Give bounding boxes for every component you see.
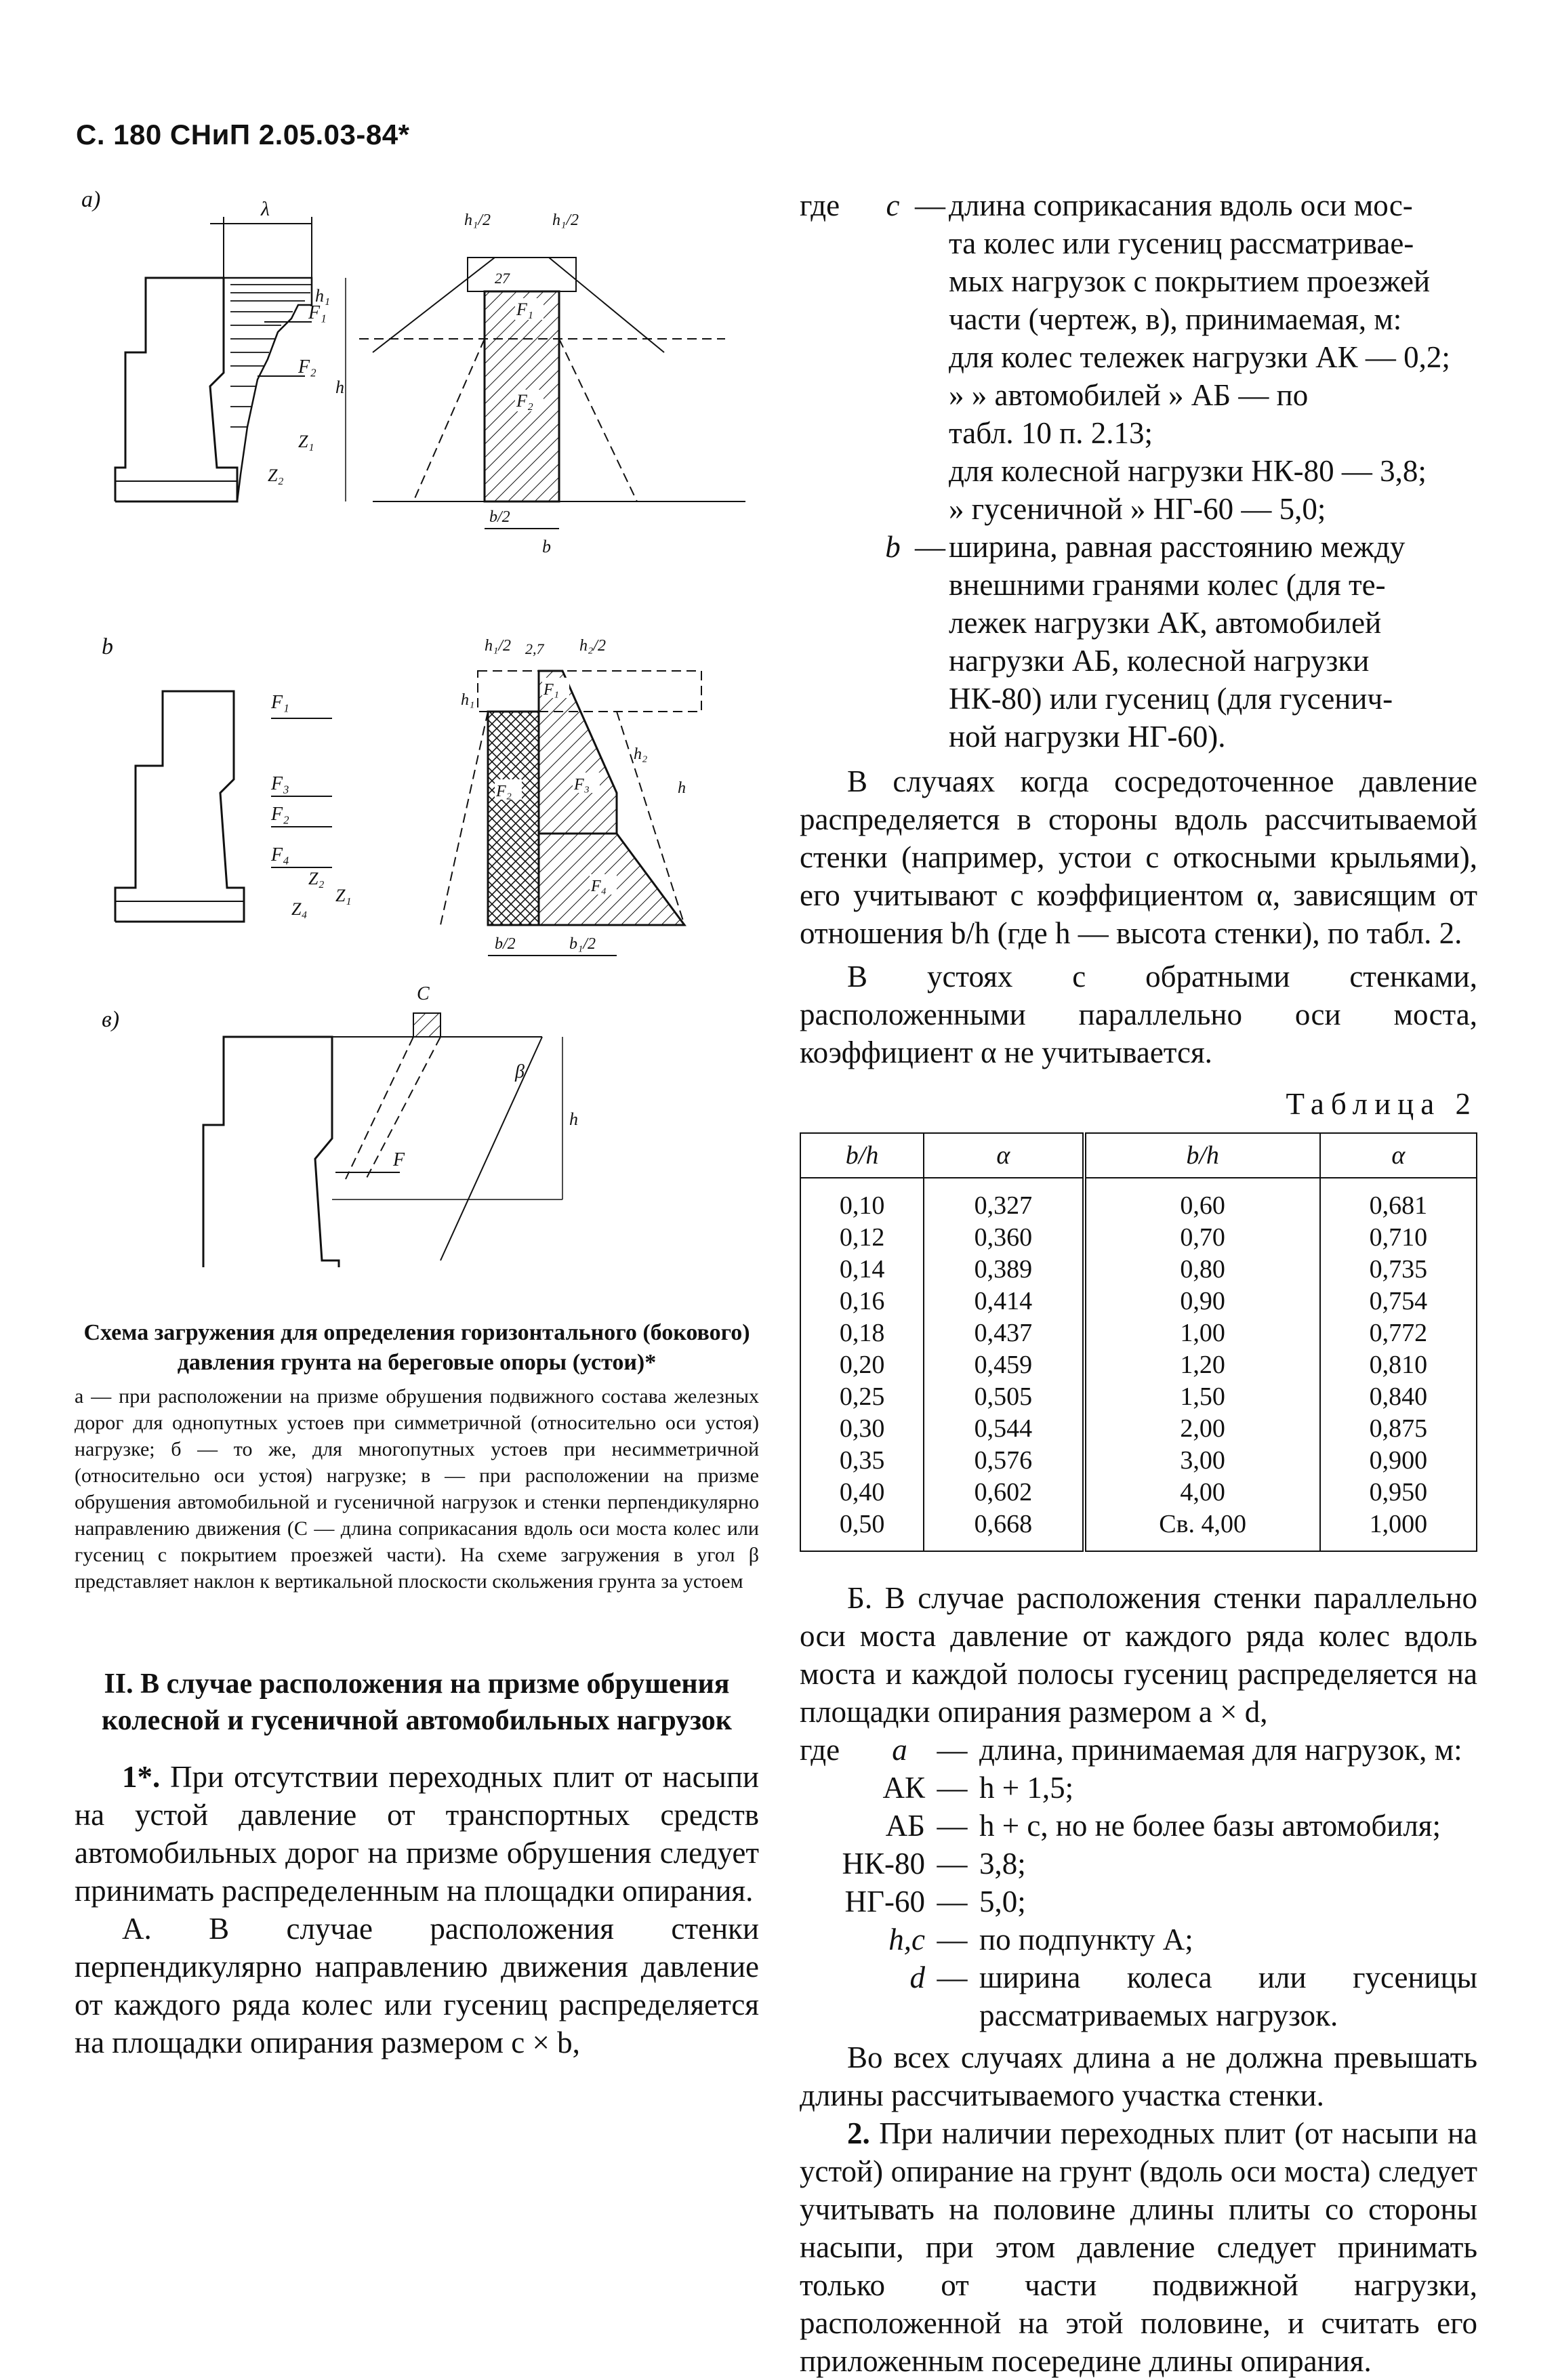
table-cell: 1,00 (1084, 1317, 1320, 1349)
list-item: АК — h + 1,5; (882, 1771, 1074, 1805)
table-cell: 0,10 (800, 1178, 924, 1222)
table-cell: 0,735 (1320, 1254, 1477, 1286)
table-cell: 0,80 (1084, 1254, 1320, 1286)
table-cell: 1,000 (1320, 1509, 1477, 1551)
svg-text:F₃: F₃ (574, 776, 590, 794)
table-cell: 0,459 (924, 1349, 1084, 1381)
svg-text:C: C (417, 983, 430, 1004)
table-cell: 0,90 (1084, 1286, 1320, 1317)
table-cell: 0,70 (1084, 1222, 1320, 1254)
definition-b: b — ширина, равная расстоянию между внешними гранями колес (для те- лежек нагрузки АК, автомобилей нагрузки АБ, колесной нагрузки НК-80) или гусениц (для гусенич- ной нагрузки НГ-60). (885, 530, 1406, 754)
table-cell: 1,50 (1084, 1381, 1320, 1413)
table-cell: 0,668 (924, 1509, 1084, 1551)
right-column (800, 186, 1477, 2380)
svg-text:F₃: F₃ (271, 773, 289, 794)
table-cell: 1,20 (1084, 1349, 1320, 1381)
table-cell: 0,840 (1320, 1381, 1477, 1413)
label-v: в) (102, 1007, 120, 1032)
table-cell: 0,40 (800, 1477, 924, 1509)
paragraph-back-walls: В устоях с обратными стенками, расположенными параллельно оси моста, коэффициент α не учитывается. (800, 960, 1477, 1069)
svg-text:F₂: F₂ (496, 783, 512, 800)
paragraph-1: 1*. При отсутствии переходных плит от насыпи на устой давление от транспортных средств автомобильных дорог на призме обрушения следует принимать распределенным на площадки опирания. (75, 1760, 759, 1908)
table-header: b/h (1084, 1133, 1320, 1178)
svg-text:Z₂: Z₂ (308, 869, 325, 888)
table-cell: 0,60 (1084, 1178, 1320, 1222)
table-cell: 0,35 (800, 1445, 924, 1477)
table-row (800, 1254, 1477, 1286)
table-2 (800, 1132, 1477, 1552)
label-b: b (102, 634, 113, 659)
loading-scheme-figure (75, 183, 766, 1267)
table-cell: 0,602 (924, 1477, 1084, 1509)
list-item: НГ-60 — 5,0; (844, 1885, 1026, 1919)
table-cell: 0,327 (924, 1178, 1084, 1222)
table-cell: 0,16 (800, 1286, 924, 1317)
svg-text:b₁/2: b₁/2 (569, 935, 596, 953)
table-cell: 0,810 (1320, 1349, 1477, 1381)
paragraph-2: 2. При наличии переходных плит (от насыпи на устой) опирание на грунт (вдоль оси моста) следует учитывать на половине длины плиты со стороны насыпи, при этом давление следует принимать только от части подвижной нагрузки, расположенной на этой половине, и считать его приложенным посередине длины опирания. (800, 2116, 1478, 2378)
figure-caption-title: Схема загружения для определения горизонтального (бокового) давления грунта на береговые опоры (устои)* (83, 1320, 750, 1375)
abutment-b (115, 691, 244, 922)
svg-text:F₂: F₂ (298, 356, 316, 377)
table-row (800, 1445, 1477, 1477)
list-item: d — ширина колеса или гусеницы рассматриваемых нагрузок. (909, 1961, 1477, 2032)
svg-text:Z₄: Z₄ (291, 899, 308, 919)
svg-text:h₁/2: h₁/2 (552, 211, 579, 229)
table-row (800, 1222, 1477, 1254)
table-cell: 0,710 (1320, 1222, 1477, 1254)
svg-text:F₁: F₁ (308, 302, 327, 323)
svg-text:F₁: F₁ (544, 681, 560, 699)
table-row (800, 1178, 1477, 1222)
svg-text:27: 27 (495, 270, 510, 287)
svg-text:b/2: b/2 (495, 935, 516, 953)
figure-caption-body: а — при расположении на призме обрушения подвижного состава железных дорог для однопутных устоев при симметричной (относительно оси устоя) нагрузке; б — то же, для многопутных устоев при несимметричной (относительно оси устоя) нагрузке; в — при расположении на призме обрушения автомобильной и гусеничной нагрузок и стенки перпендикулярно направлению движения (C — длина соприкасания вдоль оси моста колес или гусениц с покрытием проезжей части). На схеме загружения в угол β представляет наклон к вертикальной плоскости скольжения грунта за устоем (75, 1385, 759, 1593)
table-row (800, 1509, 1477, 1551)
abutment-v (203, 1037, 339, 1267)
table-cell: 0,681 (1320, 1178, 1477, 1222)
section-heading: II. В случае расположения на призме обрушения колесной и гусеничной автомобильных нагрузок (102, 1668, 732, 1736)
table-header: b/h (800, 1133, 924, 1178)
list-item: где a — длина, принимаемая для нагрузок, м: (800, 1733, 1462, 1767)
svg-text:λ: λ (261, 198, 270, 220)
table-cell: 0,25 (800, 1381, 924, 1413)
svg-text:F₂: F₂ (271, 804, 289, 825)
paragraph-A: А. В случае расположения стенки перпендикулярно направлению движения давление от каждого ряда колес или гусениц распределяется на площадки опирания размером c × b, (75, 1912, 759, 2059)
abutment-a (115, 278, 237, 501)
paragraph-B: Б. В случае расположения стенки параллельно оси моста давление от каждого ряда колес вдоль моста и каждой полосы гусениц распределяется на площадки опирания размером a × d, (800, 1581, 1477, 1729)
table-cell: 0,544 (924, 1413, 1084, 1445)
table-cell: 0,875 (1320, 1413, 1477, 1445)
table-cell: 0,389 (924, 1254, 1084, 1286)
svg-text:2,7: 2,7 (525, 640, 544, 657)
table-cell: 0,772 (1320, 1317, 1477, 1349)
table-cell: 0,14 (800, 1254, 924, 1286)
table-cell: 0,50 (800, 1509, 924, 1551)
table-row (800, 1477, 1477, 1509)
svg-text:h₁/2: h₁/2 (485, 637, 512, 655)
table-cell: 0,414 (924, 1286, 1084, 1317)
table-cell: 0,360 (924, 1222, 1084, 1254)
page-header: С. 180 СНиП 2.05.03-84* (76, 119, 410, 150)
table-cell: Св. 4,00 (1084, 1509, 1320, 1551)
table-row (800, 1317, 1477, 1349)
table-cell: 0,30 (800, 1413, 924, 1445)
svg-text:F₄: F₄ (271, 844, 289, 865)
table-row (800, 1349, 1477, 1381)
definition-list-a (800, 1731, 1477, 2034)
table-row (800, 1286, 1477, 1317)
svg-text:b/2: b/2 (489, 508, 510, 526)
table-cell: 0,950 (1320, 1477, 1477, 1509)
svg-text:F₂: F₂ (516, 391, 533, 411)
svg-text:h₂/2: h₂/2 (579, 637, 607, 655)
svg-text:h: h (678, 779, 686, 797)
table-cell: 0,437 (924, 1317, 1084, 1349)
svg-text:F: F (393, 1149, 405, 1170)
svg-text:β: β (515, 1061, 525, 1082)
table-label: Таблица 2 (1286, 1087, 1477, 1121)
list-item: h,c — по подпункту А; (888, 1923, 1193, 1956)
left-column (75, 1318, 759, 2061)
table-cell: 4,00 (1084, 1477, 1320, 1509)
svg-text:h₁: h₁ (315, 286, 331, 306)
table-cell: 0,18 (800, 1317, 924, 1349)
svg-text:h₁/2: h₁/2 (464, 211, 491, 229)
svg-text:Z₁: Z₁ (335, 886, 352, 905)
list-item: НК-80 — 3,8; (842, 1847, 1026, 1881)
svg-text:h: h (569, 1109, 578, 1129)
svg-text:F₁: F₁ (516, 300, 533, 319)
svg-text:h₁: h₁ (461, 691, 475, 709)
svg-text:b: b (542, 537, 551, 556)
svg-text:F₄: F₄ (591, 878, 607, 895)
table-cell: 0,754 (1320, 1286, 1477, 1317)
table-header: α (1320, 1133, 1477, 1178)
svg-text:Z₁: Z₁ (298, 432, 314, 451)
svg-text:F₁: F₁ (271, 692, 289, 713)
paragraph-alpha: В случаях когда сосредоточенное давление распределяется в стороны вдоль рассчитываемой стенки (например, устои с откосными крыльями), его учитывают с коэффициентом α, зависящим от отношения b/h (где h — высота стенки), по табл. 2. (800, 764, 1477, 950)
paragraph-length-a: Во всех случаях длина a не должна превышать длины рассчитываемого участка стенки. (800, 2040, 1477, 2112)
table-cell: 3,00 (1084, 1445, 1320, 1477)
table-cell: 2,00 (1084, 1413, 1320, 1445)
table-cell: 0,576 (924, 1445, 1084, 1477)
svg-text:h: h (335, 377, 344, 397)
table-header: α (924, 1133, 1084, 1178)
definition-c: где c — длина соприкасания вдоль оси мос- та колес или гусениц рассматривае- мых нагрузок с покрытием проезжей части (чертеж, в), принимаемая, м: для колес тележек нагрузки АК — 0,2; » » автомобилей » АБ — по табл. 10 п. 2.13; для колесной нагрузки НК-80 — 3,8; » гусеничной » НГ-60 — 5,0; (800, 188, 1450, 526)
table-row (800, 1381, 1477, 1413)
table-cell: 0,505 (924, 1381, 1084, 1413)
table-cell: 0,900 (1320, 1445, 1477, 1477)
list-item: АБ — h + c, но не более базы автомобиля; (885, 1809, 1441, 1843)
svg-text:Z₂: Z₂ (268, 466, 284, 485)
table-cell: 0,20 (800, 1349, 924, 1381)
table-row (800, 1413, 1477, 1445)
table-cell: 0,12 (800, 1222, 924, 1254)
svg-text:h₂: h₂ (634, 745, 648, 763)
label-a: а) (81, 187, 101, 212)
